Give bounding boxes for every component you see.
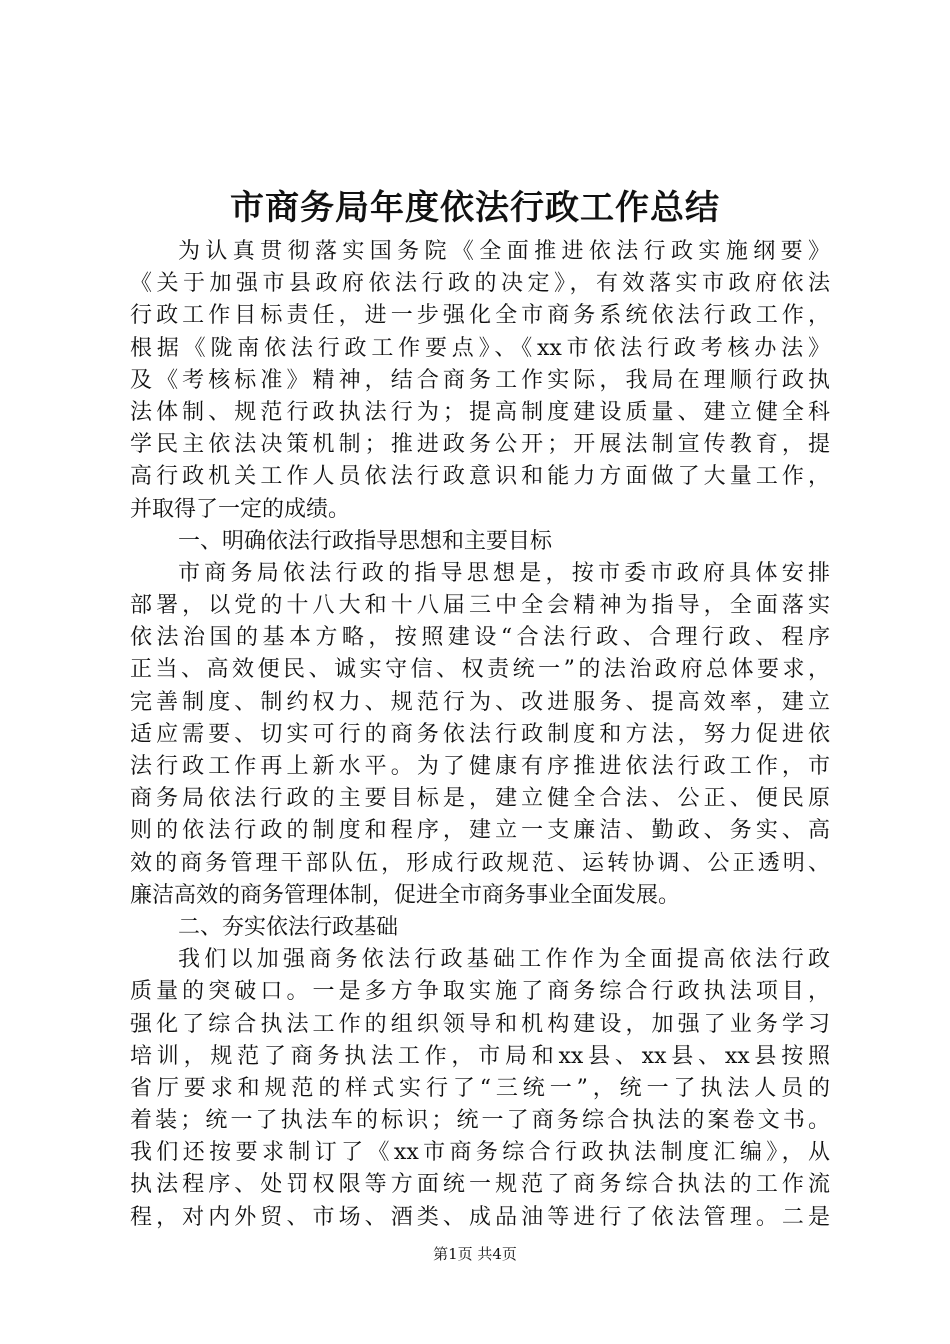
paragraph-line: 强化了综合执法工作的组织领导和机构建设，加强了业务学习 bbox=[130, 1011, 830, 1037]
paragraph-line: 学民主依法决策机制；推进政务公开；开展法制宣传教育，提 bbox=[130, 432, 830, 458]
paragraph-line: 我们还按要求制订了《xx市商务综合行政执法制度汇编》，从 bbox=[130, 1140, 830, 1166]
paragraph-line: 程，对内外贸、市场、酒类、成品油等进行了依法管理。二是 bbox=[130, 1204, 830, 1230]
document-body bbox=[130, 236, 830, 1234]
paragraph-line: 行政工作目标责任，进一步强化全市商务系统依法行政工作， bbox=[130, 303, 830, 329]
paragraph-line: 我们以加强商务依法行政基础工作作为全面提高依法行政 bbox=[178, 947, 830, 973]
paragraph-line: 效的商务管理干部队伍，形成行政规范、运转协调、公正透明、 bbox=[130, 850, 830, 876]
paragraph-line: 《关于加强市县政府依法行政的决定》，有效落实市政府依法 bbox=[130, 271, 830, 297]
paragraph-line: 市商务局依法行政的指导思想是，按市委市政府具体安排 bbox=[178, 560, 830, 586]
paragraph-line: 质量的突破口。一是多方争取实施了商务综合行政执法项目， bbox=[130, 979, 830, 1005]
paragraph-line: 根据《陇南依法行政工作要点》、《xx市依法行政考核办法》 bbox=[130, 335, 830, 361]
paragraph-line: 执法程序、处罚权限等方面统一规范了商务综合执法的工作流 bbox=[130, 1172, 830, 1198]
paragraph-line: 廉洁高效的商务管理体制，促进全市商务事业全面发展。 bbox=[130, 882, 681, 908]
paragraph-line: 着装；统一了执法车的标识；统一了商务综合执法的案卷文书。 bbox=[130, 1108, 830, 1134]
paragraph-line: 则的依法行政的制度和程序，建立一支廉洁、勤政、务实、高 bbox=[130, 818, 830, 844]
paragraph-line: 法行政工作再上新水平。为了健康有序推进依法行政工作，市 bbox=[130, 754, 830, 779]
paragraph-line: 并取得了一定的成绩。 bbox=[130, 496, 351, 522]
paragraph-line: 部署，以党的十八大和十八届三中全会精神为指导，全面落实 bbox=[130, 593, 830, 619]
paragraph-line: 依法治国的基本方略，按照建设“合法行政、合理行政、程序 bbox=[130, 625, 830, 651]
paragraph-line: 高行政机关工作人员依法行政意识和能力方面做了大量工作， bbox=[130, 464, 830, 490]
paragraph-line: 为认真贯彻落实国务院《全面推进依法行政实施纲要》 bbox=[178, 239, 830, 264]
page-number: 第1页 共4页 bbox=[433, 1245, 517, 1263]
paragraph-line: 法体制、规范行政执法行为；提高制度建设质量、建立健全科 bbox=[130, 399, 830, 425]
paragraph-line: 适应需要、切实可行的商务依法行政制度和方法，努力促进依 bbox=[130, 721, 830, 747]
paragraph-line: 商务局依法行政的主要目标是，建立健全合法、公正、便民原 bbox=[130, 786, 830, 812]
section-heading: 一、明确依法行政指导思想和主要目标 bbox=[178, 528, 553, 554]
paragraph-line: 完善制度、制约权力、规范行为、改进服务、提高效率，建立 bbox=[130, 689, 830, 715]
paragraph-line: 正当、高效便民、诚实守信、权责统一”的法治政府总体要求， bbox=[130, 657, 830, 683]
document-title: 市商务局年度依法行政工作总结 bbox=[230, 188, 720, 228]
paragraph-line: 及《考核标准》精神，结合商务工作实际，我局在理顺行政执 bbox=[130, 367, 830, 393]
paragraph-line: 省厅要求和规范的样式实行了“三统一”，统一了执法人员的 bbox=[130, 1075, 830, 1101]
paragraph-line: 培训，规范了商务执法工作，市局和xx县、xx县、xx县按照 bbox=[130, 1043, 830, 1069]
section-heading: 二、夯实依法行政基础 bbox=[178, 914, 399, 940]
